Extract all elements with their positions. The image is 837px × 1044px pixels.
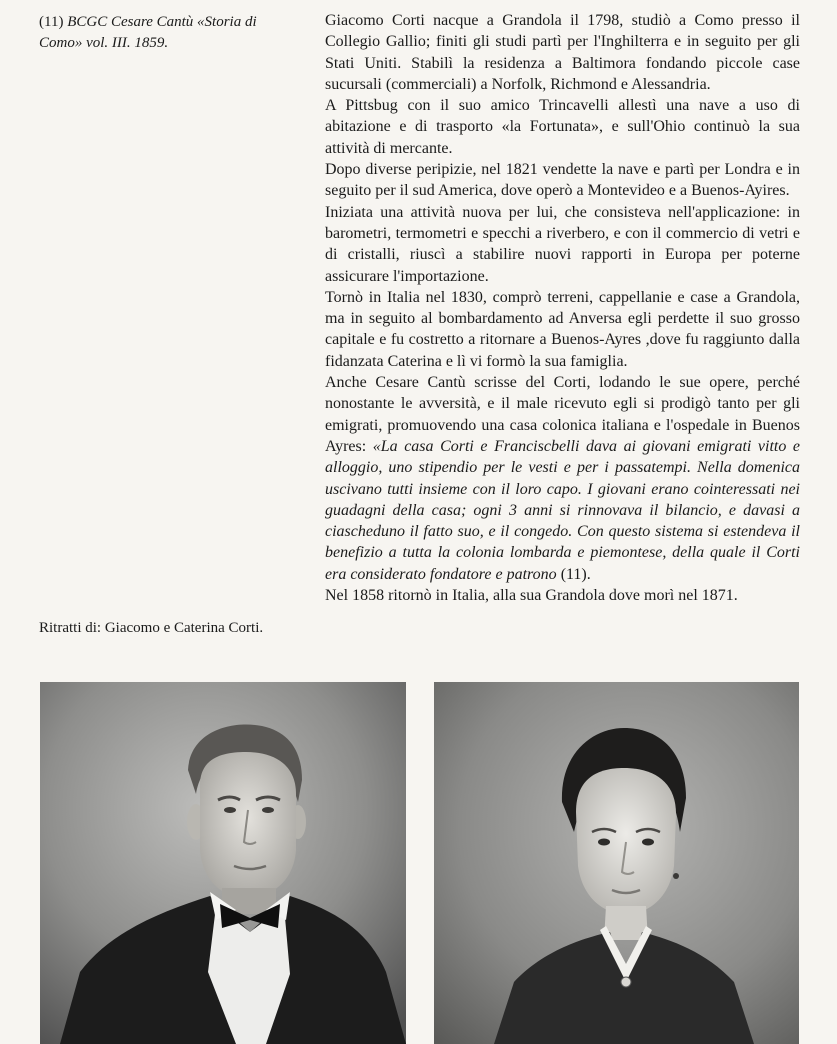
- paragraph-quote: [325, 372, 800, 585]
- portrait-caterina: [434, 682, 799, 1044]
- footnote: [39, 12, 289, 54]
- paragraph: Nel 1858 ritornò in Italia, alla sua Grandola dove morì nel 1871.: [325, 587, 738, 605]
- portrait-caption: Ritratti di: Giacomo e Caterina Corti.: [39, 620, 264, 636]
- footnote-reference: (11).: [556, 565, 591, 583]
- quote-intro: Anche Cesare Cantù scrisse del Corti, lodando le sue opere, perché nonostante le avversità, e il male ricevuto egli si prodigò tanto per gli emigrati, promuovendo una casa colonica italiana e l'ospedale in Buenos Ayres:: [325, 374, 800, 455]
- cantu-quote: «La casa Corti e Franciscbelli dava ai giovani emigrati vitto e alloggio, uno stipendio per le vesti e per i passatempi. Nella domenica uscivano tutti insieme con il loro capo. I giovani erano cointeressati nei guadagni della casa; ogni 3 anni si rinnovava il bilancio, e davasi a ciascheduno il fatto suo, e il congedo. Con questo sistema si estendeva il benefizio a tutta la colonia lombarda e piemontese, della quale il Corti era considerato fondatore e patrono: [325, 437, 801, 583]
- portrait-man-photo-icon: [40, 682, 406, 1044]
- paragraph: Giacomo Corti nacque a Grandola il 1798, studiò a Como presso il Collegio Gallio; finiti gli studi partì per l'Inghilterra e in seguito per gli Stati Uniti. Stabilì la residenza a Baltimora fondando piccole case sucursali (commerciali) a Norfolk, Richmond e Alessandria.: [325, 12, 800, 93]
- portrait-giacomo: [40, 682, 406, 1044]
- footnote-text: BCGC Cesare Cantù «Storia di Como» vol. III. 1859.: [39, 14, 257, 51]
- main-article: [325, 10, 800, 606]
- paragraph: A Pittsbug con il suo amico Trincavelli allestì una nave a uso di abitazione e di trasporto «la Fortunata», e sull'Ohio continuò la sua attività di mercante.: [325, 97, 800, 157]
- portrait-woman-photo-icon: [434, 682, 799, 1044]
- paragraph: Tornò in Italia nel 1830, comprò terreni, cappellanie e case a Grandola, ma in seguito al bombardamento ad Anversa egli perdette il suo grosso capitale e fu costretto a ritornare a Buenos-Ayres ,dove fu raggiunto dalla fidanzata Caterina e lì vi formò la sua famiglia.: [325, 288, 800, 370]
- paragraph: Iniziata una attività nuova per lui, che consisteva nell'applicazione: in barometri, termometri e specchi a riverbero, e con il commercio di vetri e di cristalli, riuscì a stabilire nuovi rapporti in Europa per poterne assicurare l'importazione.: [325, 203, 800, 285]
- footnote-number: (11): [39, 14, 64, 30]
- paragraph: Dopo diverse peripizie, nel 1821 vendette la nave e partì per Londra e in seguito per il sud America, dove operò a Montevideo e a Buenos-Ayires.: [325, 161, 800, 200]
